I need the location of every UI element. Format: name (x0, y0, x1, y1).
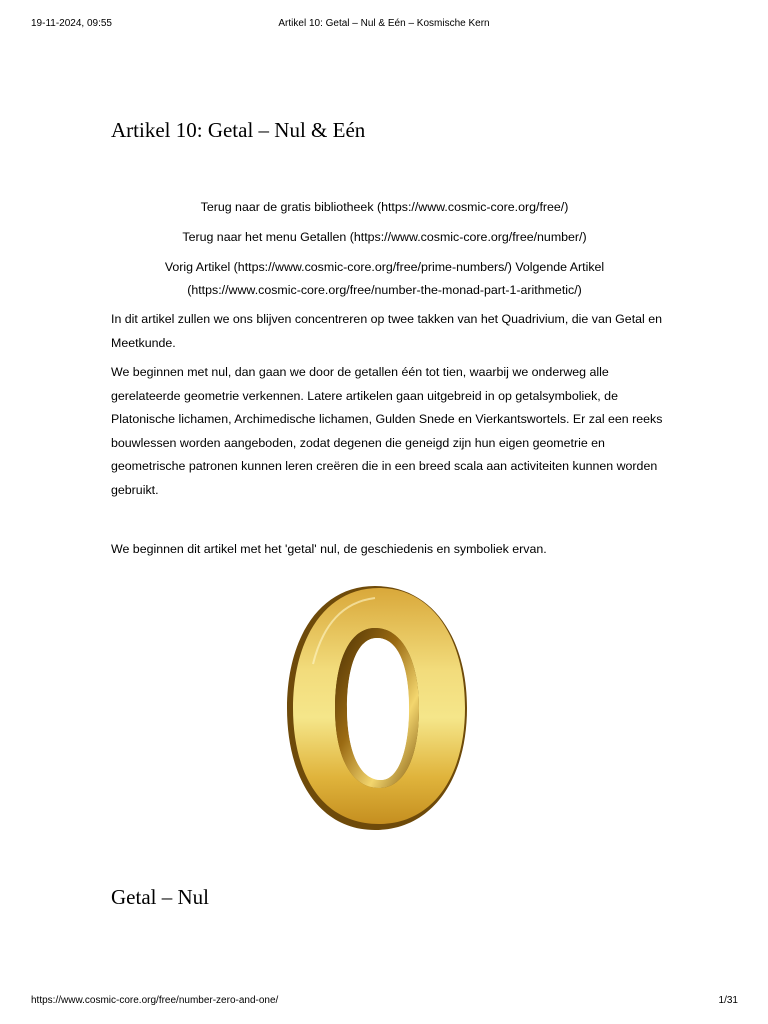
number-menu-link[interactable]: Terug naar het menu Getallen (https://www.cosmic-core.org/free/number/) (182, 230, 587, 244)
page-indicator: 1/31 (718, 995, 738, 1006)
zero-shape (287, 586, 467, 830)
gold-zero-image (283, 584, 473, 832)
print-datetime: 19-11-2024, 09:55 (31, 18, 112, 29)
next-article-label[interactable]: Volgende Artikel (515, 260, 605, 274)
intro-paragraph: In dit artikel zullen we ons blijven concentreren op twee takken van het Quadrivium, die van Getal en Meetkunde. (111, 312, 663, 350)
library-link[interactable]: Terug naar de gratis bibliotheek (https://www.cosmic-core.org/free/) (200, 200, 569, 214)
article-navigation (111, 196, 658, 309)
section-heading-getal-nul: Getal – Nul (111, 885, 209, 909)
zero-intro-paragraph: We beginnen dit artikel met het 'getal' nul, de geschiedenis en symboliek ervan. (111, 542, 547, 556)
article-title: Artikel 10: Getal – Nul & Eén (111, 118, 366, 142)
print-url: https://www.cosmic-core.org/free/number-zero-and-one/ (31, 995, 279, 1006)
overview-paragraph: We beginnen met nul, dan gaan we door de getallen één tot tien, waarbij we onderweg alle gerelateerde geometrie verkennen. Latere artikelen gaan uitgebreid in op getalsymboliek, de Platonische lichamen, Archimedische lichamen, Gulden Snede en Vierkantswortels. Er zal een reeks bouwlessen worden aangeboden, zodat degenen die geneigd zijn hun eigen geometrie en geometrische patronen kunnen leren creëren die in een breed scala aan activiteiten kunnen worden gebruikt. (111, 365, 663, 497)
print-page-title: Artikel 10: Getal – Nul & Eén – Kosmische Kern (278, 18, 490, 29)
print-footer (0, 994, 768, 1008)
previous-article-link[interactable]: Vorig Artikel (https://www.cosmic-core.org/free/prime-numbers/) (164, 260, 512, 274)
next-article-url[interactable]: (https://www.cosmic-core.org/free/number-the-monad-part-1-arithmetic/) (187, 283, 582, 297)
print-header (0, 17, 768, 31)
